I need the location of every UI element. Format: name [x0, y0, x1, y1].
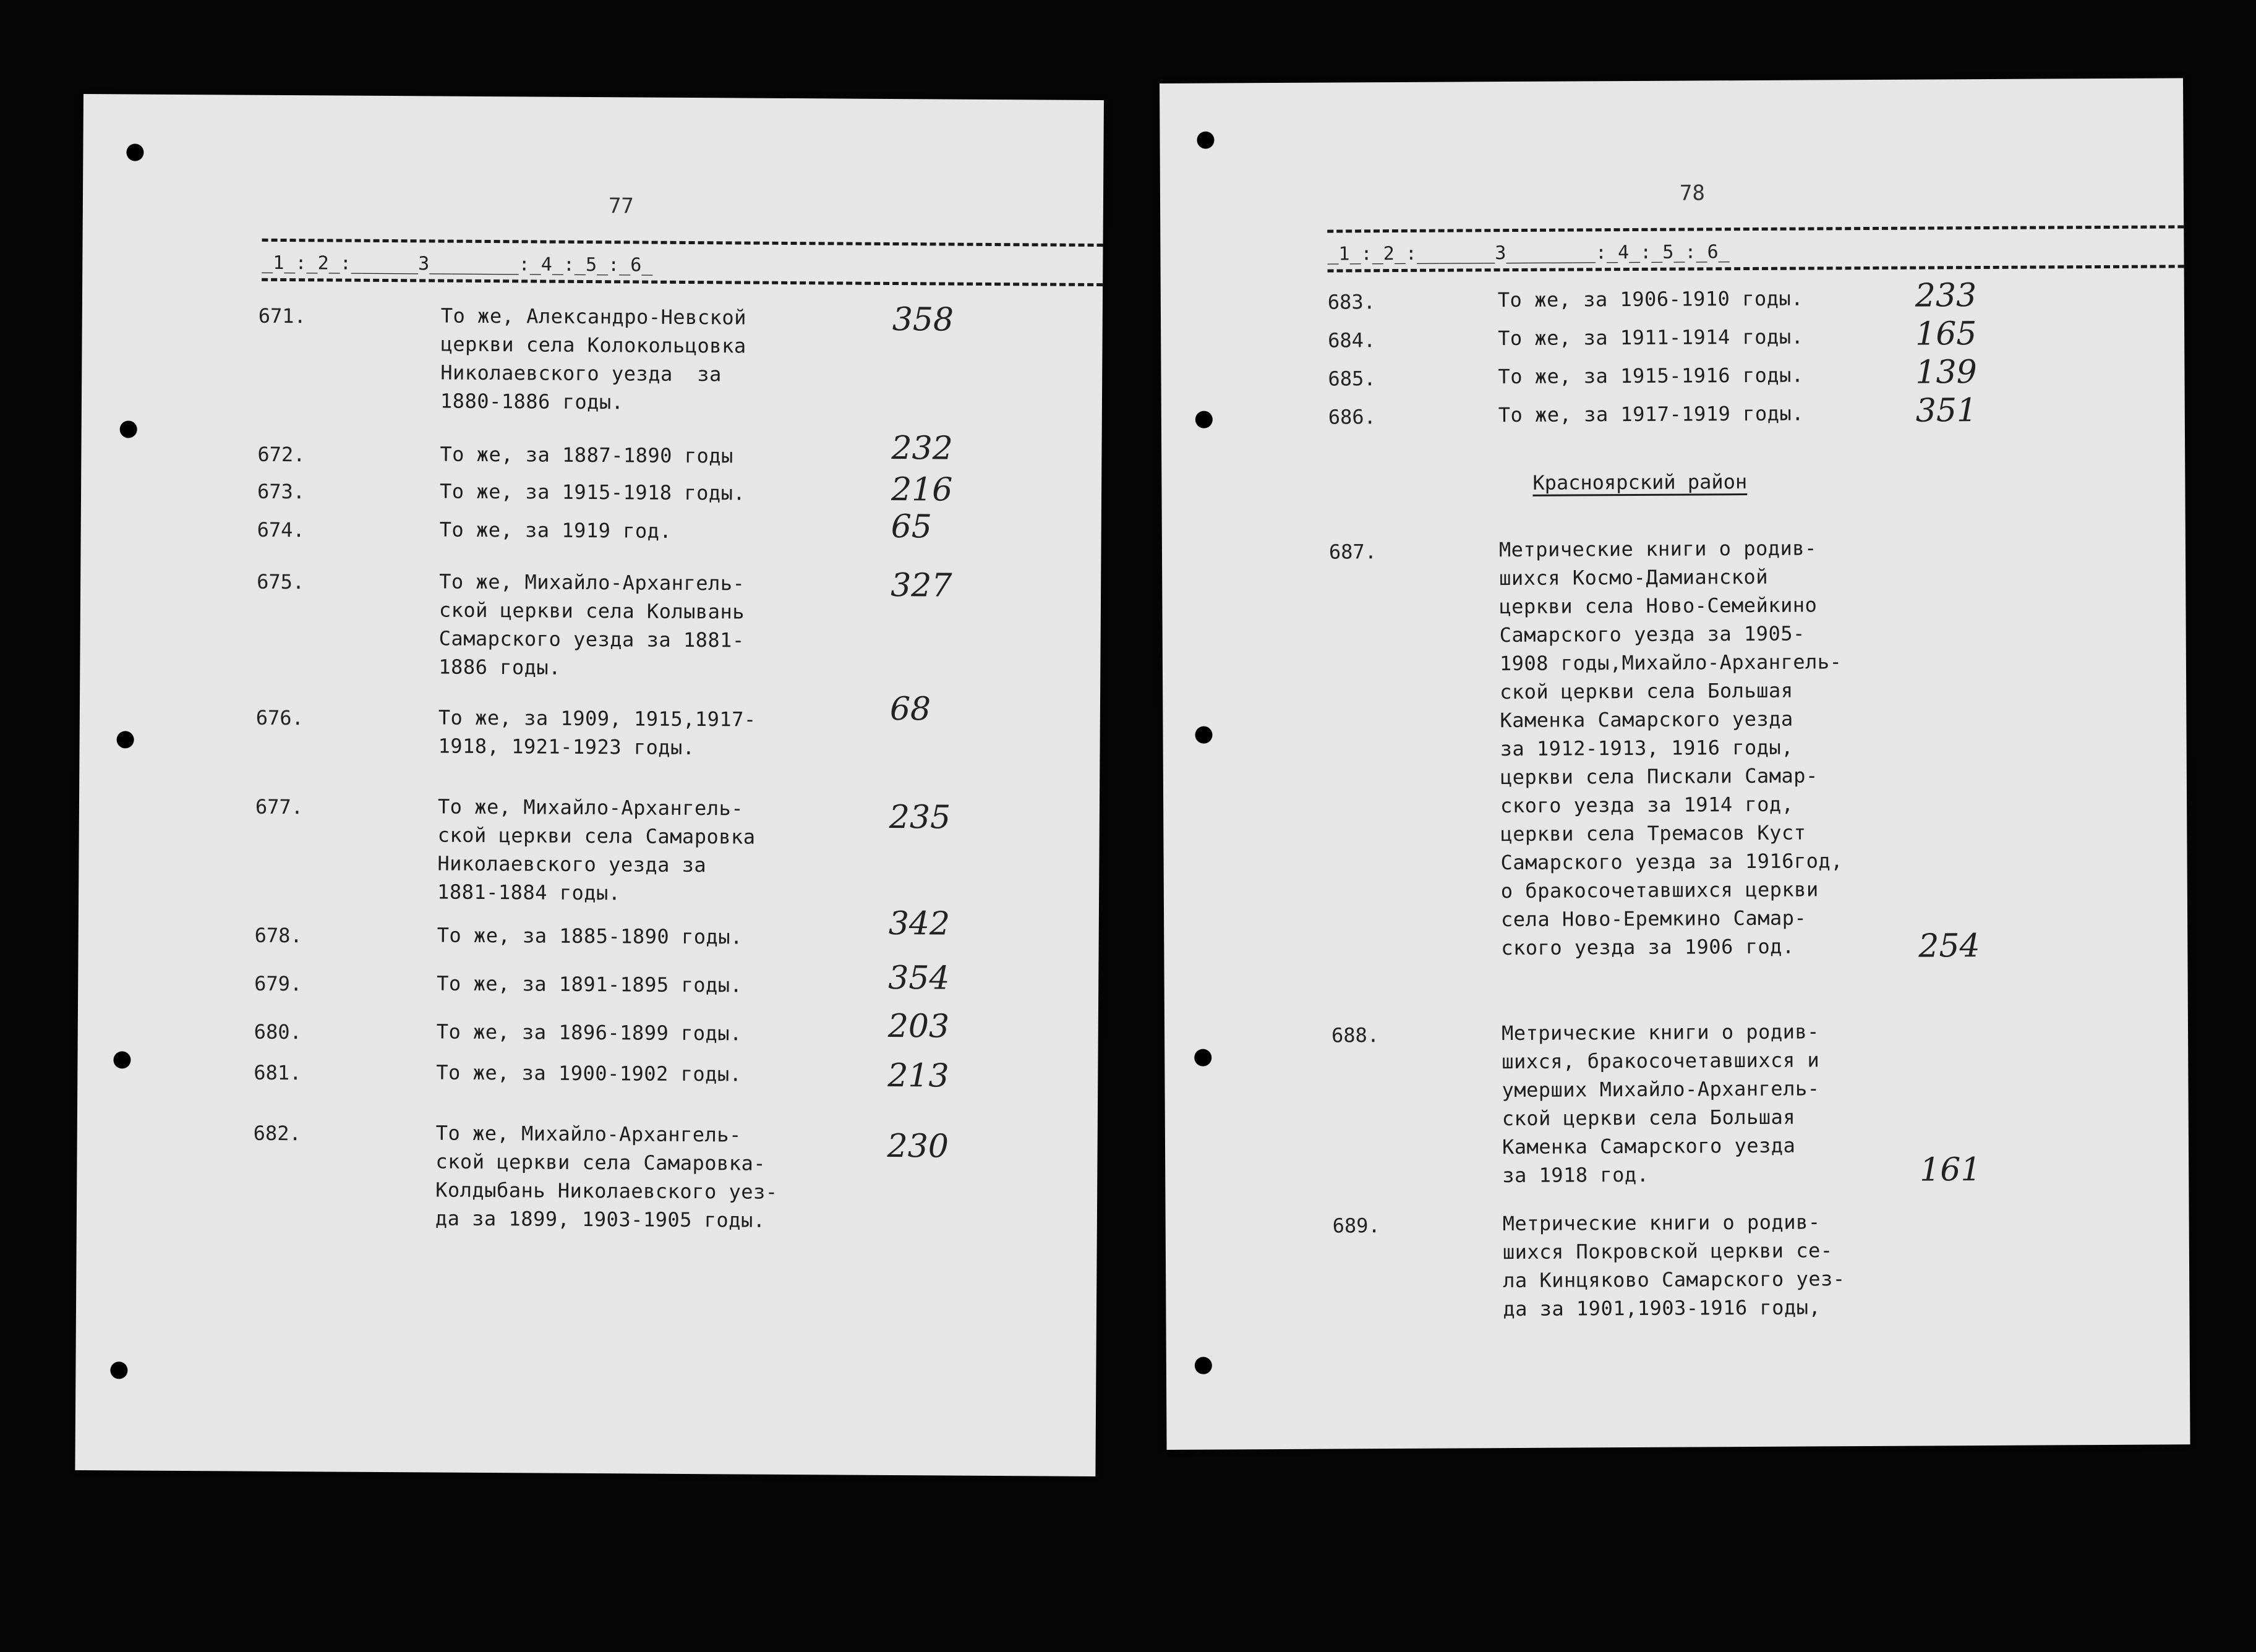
table-rule: [262, 278, 1103, 286]
column-header: _1_:_2_:______3________:_4_:_5_:_6_: [262, 252, 653, 276]
sheet-count: 165: [1915, 315, 1977, 353]
left-page: [75, 94, 1104, 1476]
punch-hole: [1195, 411, 1213, 428]
entry-number: 688.: [1331, 1023, 1380, 1047]
entry-description: То же, Александро-Невской церкви села Колокольцовка Николаевского уезда за 1880-1886 годы.: [440, 304, 747, 414]
entry-description: То же, за 1906-1910 годы.: [1497, 286, 1804, 312]
entry-number: 674.: [257, 517, 305, 542]
sheet-count: 351: [1915, 392, 1978, 430]
entry-description: То же, за 1896-1899 годы.: [436, 1020, 742, 1045]
entry-description: То же, за 1915-1916 годы.: [1498, 363, 1804, 389]
entry-number: 676.: [255, 705, 304, 730]
entry-description: То же, за 1891-1895 годы.: [437, 971, 743, 997]
table-rule: [1327, 225, 2184, 232]
sheet-count: 213: [887, 1057, 949, 1095]
punch-hole: [1195, 726, 1212, 744]
entry-number: 686.: [1328, 405, 1376, 429]
entry-description: То же, за 1887-1890 годы: [440, 442, 733, 468]
sheet-count: 230: [887, 1127, 949, 1165]
entry-description: То же, за 1917-1919 годы.: [1498, 401, 1805, 427]
section-heading: Красноярский район: [1532, 470, 1748, 495]
entry-number: 678.: [254, 923, 302, 948]
entry-number: 684.: [1328, 328, 1376, 352]
entry-number: 672.: [257, 442, 306, 467]
sheet-count: 232: [891, 429, 953, 467]
sheet-count: 216: [891, 470, 953, 509]
entry-description: То же, Михайло-Архангель- ской церкви села Колывань Самарского уезда за 1881- 1886 годы.: [438, 569, 745, 679]
sheet-count: 354: [888, 959, 950, 997]
entry-description: То же, Михайло-Архангель- ской церкви села Самаровка Николаевского уезда за 1881-1884 годы.: [437, 794, 756, 905]
page-number: 77: [608, 194, 634, 219]
sheet-count: 235: [889, 798, 951, 837]
punch-hole: [113, 1051, 130, 1068]
entry-description: Метрические книги о родив- шихся Покровской церкви се- ла Кинцяково Самарского уез- да за 1901,1903-1916 годы,: [1502, 1210, 1845, 1321]
entry-number: 683.: [1327, 290, 1376, 314]
entry-description: Метрические книги о родив- шихся Космо-Дамианской церкви села Ново-Семейкино Самарского уезда за 1905- 1908 годы,Михайло-Архангель- ской церкви села Большая Каменка Самарского уезда за 1912-1913, 1916 годы, церкви села Пискали Самар- ского уезда за 1914 год, церкви села Тремасов Куст Самарского уезда за 1916год, о бракосочетавшихся церкви села Ново-Еремкино Самар- ского уезда за 1906 год.: [1498, 536, 1844, 960]
entry-number: 682.: [253, 1121, 301, 1146]
entry-number: 673.: [257, 479, 306, 504]
entry-number: 680.: [254, 1020, 302, 1044]
sheet-count: 342: [888, 905, 951, 943]
sheet-count: 254: [1918, 927, 1980, 965]
table-rule: [1328, 265, 2184, 272]
page-number: 78: [1679, 181, 1705, 206]
punch-hole: [117, 731, 134, 748]
sheet-count: 65: [891, 508, 933, 546]
entry-description: То же, за 1909, 1915,1917- 1918, 1921-1923 годы.: [438, 705, 756, 760]
sheet-count: 327: [890, 566, 952, 605]
sheet-count: 203: [887, 1007, 950, 1045]
entry-description: Метрические книги о родив- шихся, бракосочетавшихся и умерших Михайло-Архангель- ской церкви села Большая Каменка Самарского уезда за 1918 год.: [1501, 1020, 1820, 1188]
punch-hole: [120, 420, 137, 438]
entry-description: То же, за 1900-1902 годы.: [436, 1060, 742, 1086]
entry-description: То же, Михайло-Архангель- ской церкви села Самаровка- Колдыбань Николаевского уез- да за 1899, 1903-1905 годы.: [435, 1121, 778, 1232]
entry-description: То же, за 1911-1914 годы.: [1498, 325, 1804, 351]
sheet-count: 358: [892, 300, 954, 339]
entry-number: 675.: [257, 569, 305, 594]
entry-description: То же, за 1885-1890 годы.: [437, 923, 743, 949]
punch-hole: [126, 143, 143, 161]
entry-number: 681.: [254, 1060, 302, 1085]
right-page: [1160, 78, 2190, 1450]
sheet-count: 233: [1915, 277, 1977, 315]
entry-description: То же, за 1915-1918 годы.: [439, 479, 746, 505]
column-header: _1_:_2_:_______3________:_4_:_5_:_6_: [1327, 241, 1730, 265]
entry-number: 687.: [1328, 540, 1377, 564]
entry-number: 679.: [254, 971, 302, 996]
punch-hole: [110, 1361, 127, 1379]
punch-hole: [1197, 132, 1214, 149]
punch-hole: [1195, 1357, 1212, 1374]
table-rule: [262, 239, 1103, 247]
entry-number: 671.: [258, 304, 306, 328]
sheet-count: 139: [1915, 354, 1977, 391]
entry-number: 677.: [255, 794, 304, 819]
entry-number: 689.: [1332, 1214, 1380, 1238]
sheet-count: 68: [889, 690, 931, 728]
sheet-count: 161: [1920, 1151, 1981, 1189]
entry-number: 685.: [1328, 367, 1376, 391]
punch-hole: [1194, 1049, 1211, 1067]
entry-description: То же, за 1919 год.: [439, 517, 672, 543]
